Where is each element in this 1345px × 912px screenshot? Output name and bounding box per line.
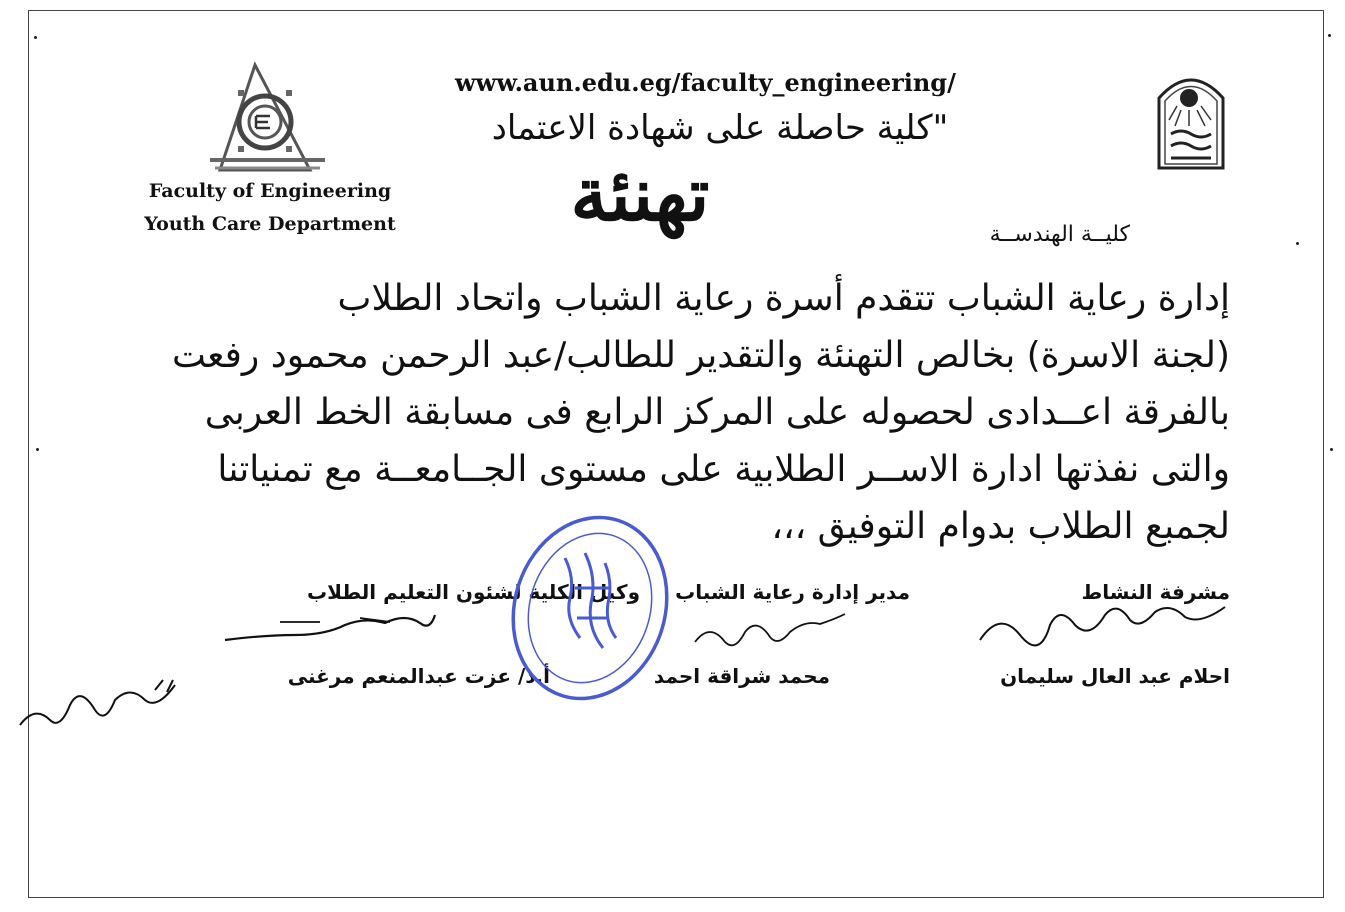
accreditation-line: "كلية حاصلة على شهادة الاعتماد	[491, 108, 949, 148]
congratulation-body	[140, 270, 1230, 555]
youth-care-director-title: مدير إدارة رعاية الشباب	[675, 580, 910, 604]
scan-speck	[1328, 34, 1331, 37]
faculty-name-ar: كليــة الهندســة	[989, 222, 1130, 247]
activity-supervisor-title: مشرفة النشاط	[1081, 580, 1230, 604]
handwritten-date	[15, 670, 185, 740]
supervisor-signature	[975, 600, 1235, 650]
scan-speck	[36, 448, 39, 451]
faculty-name-en: Faculty of Engineering	[148, 180, 392, 202]
youth-care-stamp-icon	[505, 508, 675, 712]
department-name-en: Youth Care Department	[144, 213, 396, 235]
faculty-url: www.aun.edu.eg/faculty_engineering/	[455, 68, 956, 97]
youth-care-director-name: محمد شراقة احمد	[653, 664, 830, 688]
scan-speck	[1330, 448, 1333, 451]
director-signature	[690, 612, 850, 652]
vice-dean-title: وكيل الكلية لشئون التعليم الطلاب	[307, 580, 640, 604]
body-line: (لجنة الاسرة) بخالص التهنئة والتقدير للطالب/عبد الرحمن محمود رفعت	[171, 335, 1230, 376]
activity-supervisor-name: احلام عبد العال سليمان	[1000, 664, 1230, 688]
body-line: لجمبع الطلاب بدوام التوفيق ،،،	[771, 506, 1230, 547]
assiut-university-logo-icon	[1155, 68, 1227, 174]
scan-speck	[34, 36, 37, 39]
body-line: إدارة رعاية الشباب تتقدم أسرة رعاية الشباب واتحاد الطلاب	[337, 278, 1230, 319]
congratulations-heading: تهنئة	[570, 152, 710, 238]
body-line: بالفرقة اعــدادى لحصوله على المركز الرابع فى مسابقة الخط العربى	[204, 392, 1230, 433]
faculty-of-engineering-logo-icon	[200, 60, 330, 184]
vice-dean-name: أ.د/ عزت عبدالمنعم مرغنى	[287, 664, 550, 688]
vice-dean-signature	[220, 610, 440, 650]
scan-speck	[1296, 242, 1299, 245]
body-line: والتى نفذتها ادارة الاســر الطلابية على مستوى الجــامعــة مع تمنياتنا	[217, 449, 1230, 490]
